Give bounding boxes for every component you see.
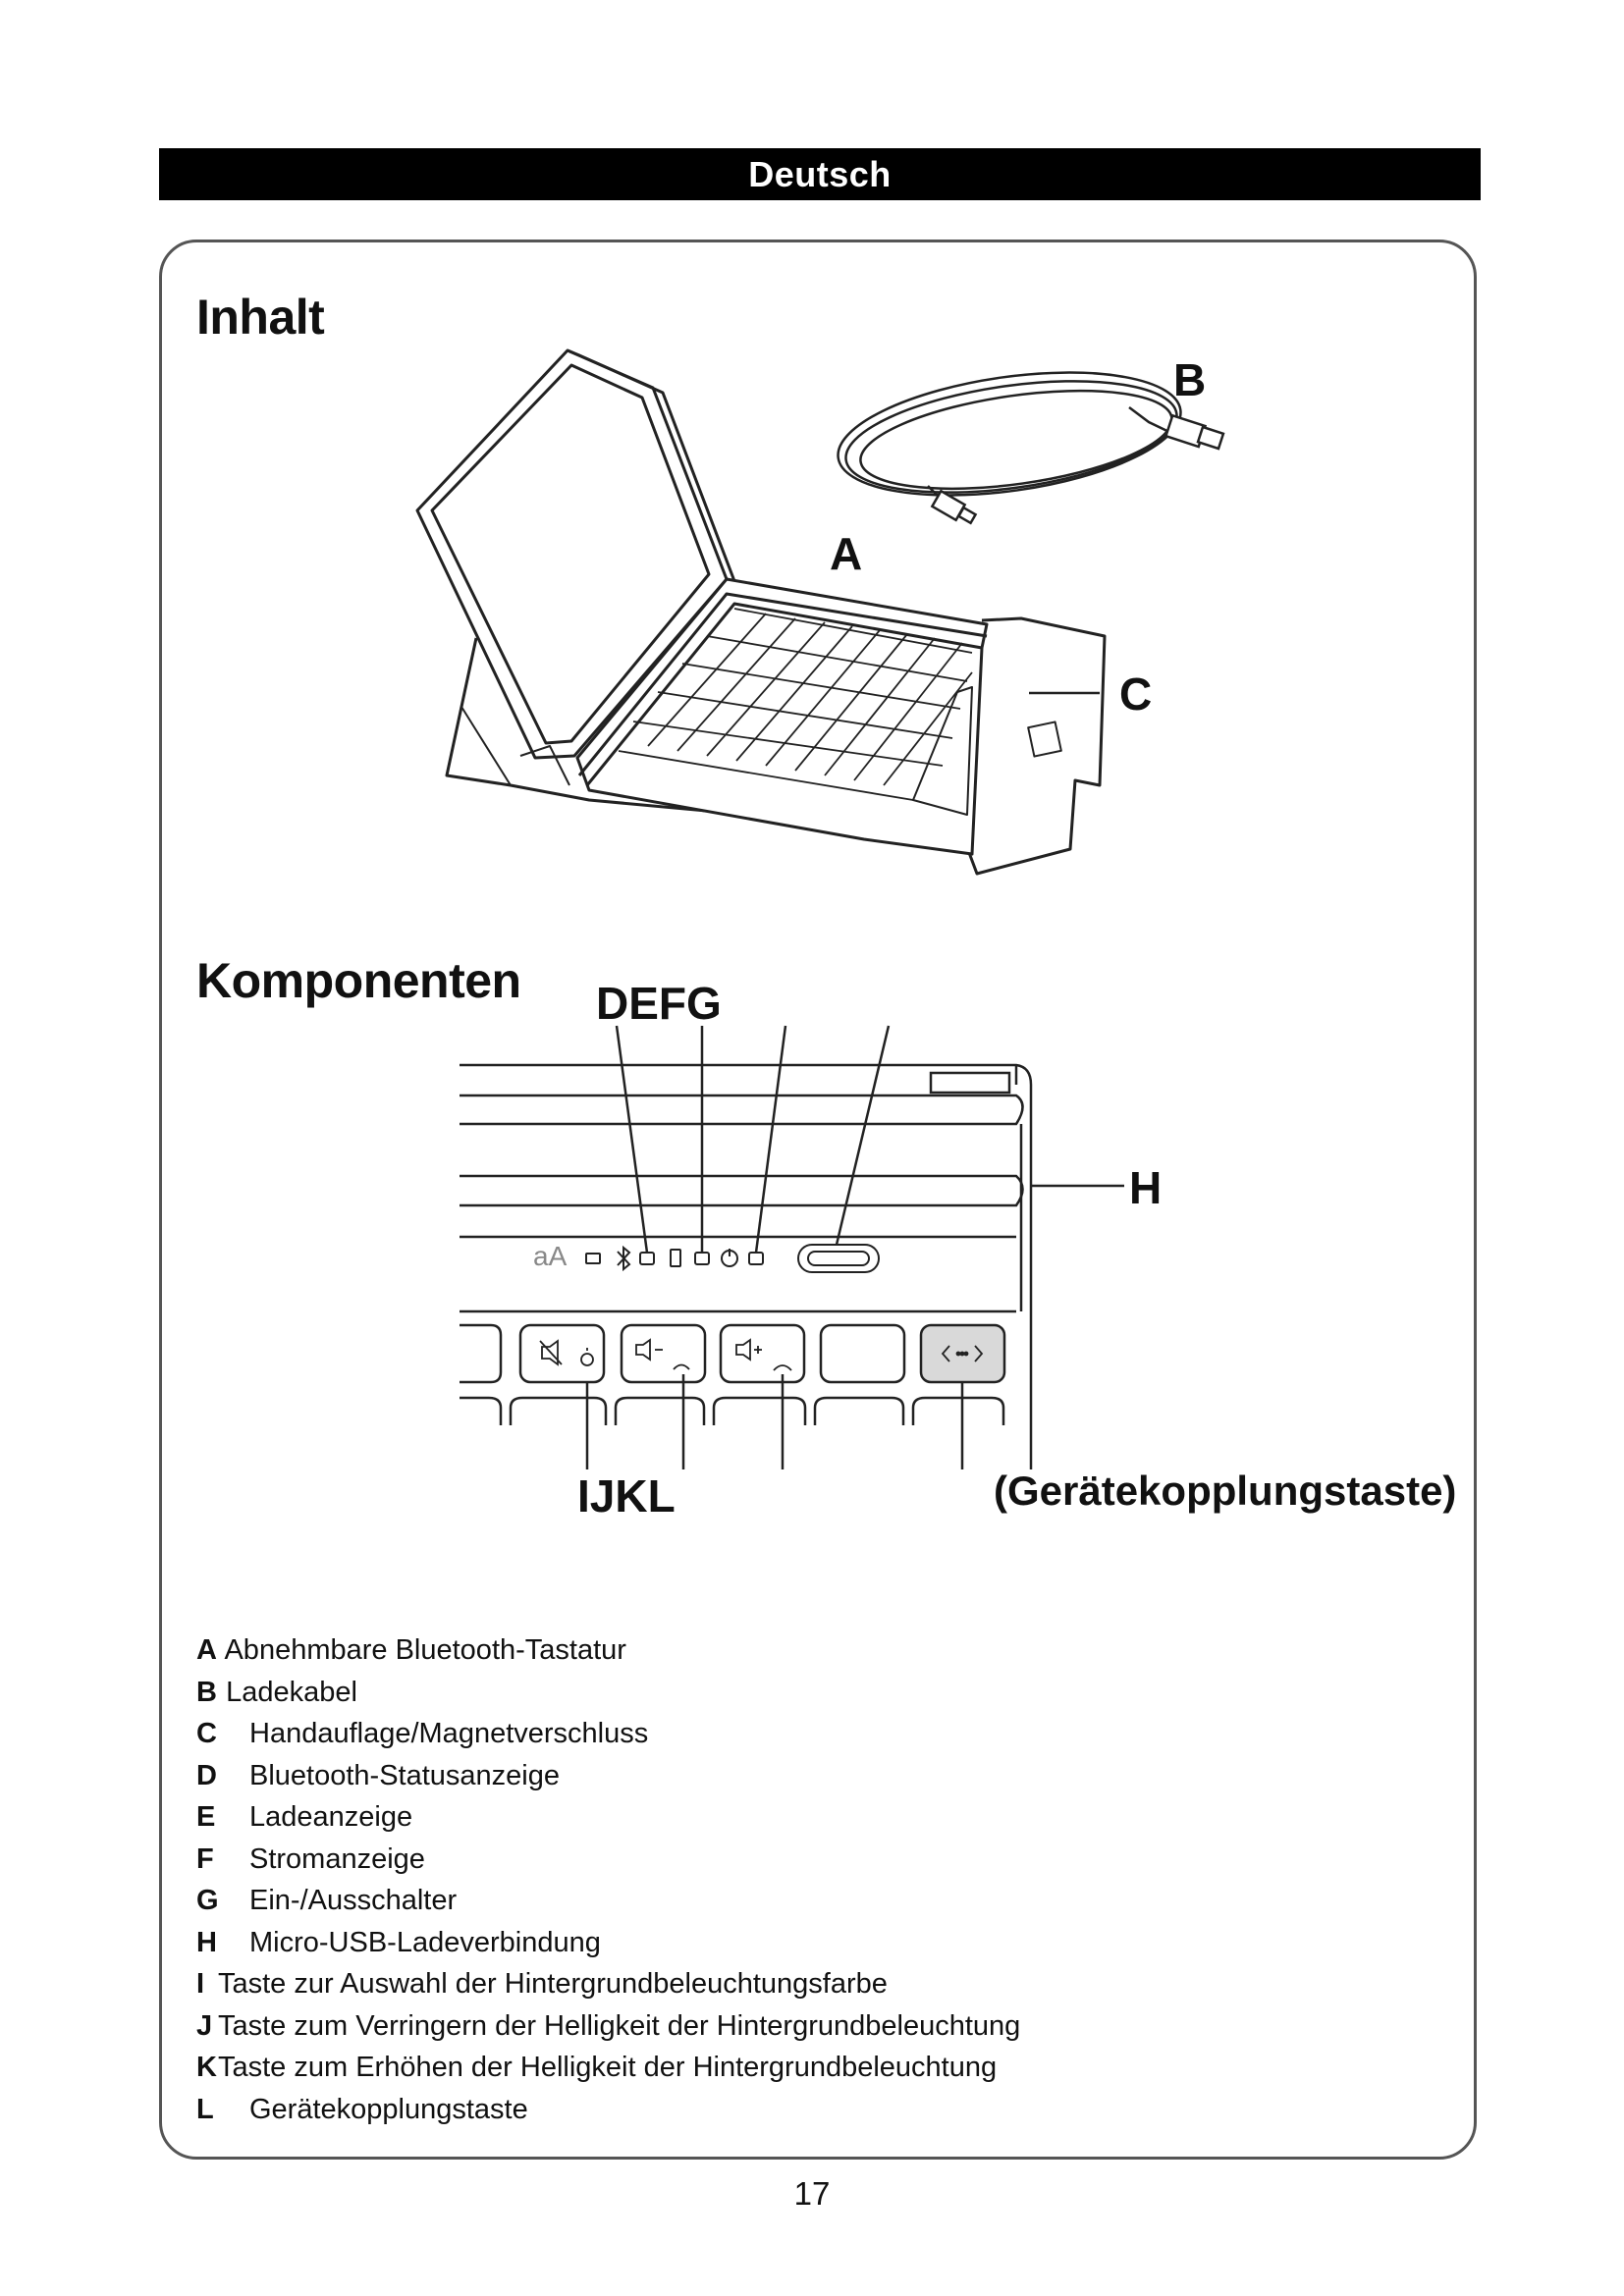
- callout-a: A: [830, 528, 863, 579]
- backlight-panel-label: aA: [533, 1241, 568, 1271]
- legend-text: Ladekabel: [226, 1676, 357, 1708]
- legend-item: [196, 1963, 1020, 2005]
- callout-ijkl: IJKL: [577, 1470, 676, 1522]
- legend-key: B: [196, 1676, 217, 1708]
- legend-key: L: [196, 2093, 214, 2125]
- legend-text: Gerätekopplungstaste: [249, 2093, 528, 2125]
- charging-cable-illustration: [831, 353, 1223, 523]
- legend-text: Taste zum Erhöhen der Helligkeit der Hintergrundbeleuchtung: [218, 2052, 998, 2083]
- legend-item: [196, 1672, 1020, 1714]
- legend-item: [196, 1922, 1020, 1964]
- legend-item: [196, 1629, 1020, 1672]
- page-number: 17: [793, 2175, 831, 2212]
- legend-key: J: [196, 2009, 213, 2042]
- legend-text: Taste zum Verringern der Helligkeit der Hintergrundbeleuchtung: [218, 2009, 1021, 2042]
- component-legend: [196, 1629, 1020, 2130]
- legend-item: [196, 2005, 1020, 2048]
- legend-item: [196, 1755, 1020, 1797]
- legend-item: [196, 1880, 1020, 1922]
- legend-key: D: [196, 1759, 217, 1791]
- legend-key: E: [196, 1801, 216, 1833]
- legend-item: [196, 1713, 1020, 1755]
- legend-text: Abnehmbare Bluetooth-Tastatur: [224, 1634, 626, 1666]
- legend-text: Bluetooth-Statusanzeige: [249, 1759, 560, 1791]
- callout-pairing-key: (Gerätekopplungstaste): [994, 1468, 1457, 1514]
- legend-item: [196, 1796, 1020, 1839]
- components-heading: Komponenten: [196, 953, 521, 1008]
- contents-heading: Inhalt: [196, 290, 325, 345]
- legend-text: Stromanzeige: [249, 1842, 425, 1875]
- legend-key: A: [196, 1634, 217, 1666]
- legend-item: [196, 1839, 1020, 1881]
- legend-text: Micro-USB-Ladeverbindung: [249, 1926, 601, 1958]
- legend-item: [196, 2047, 1020, 2089]
- legend-text: Taste zur Auswahl der Hintergrundbeleuchtungsfarbe: [218, 1968, 888, 2000]
- legend-key: H: [196, 1926, 217, 1958]
- legend-key: C: [196, 1718, 217, 1749]
- legend-key: G: [196, 1885, 219, 1916]
- legend-item: [196, 2089, 1020, 2131]
- callout-b: B: [1173, 354, 1207, 405]
- callout-c: C: [1119, 668, 1153, 720]
- legend-text: Ladeanzeige: [249, 1801, 413, 1833]
- callout-defg: DEFG: [596, 978, 722, 1029]
- legend-key: K: [196, 2052, 217, 2083]
- tablet-case-illustration: [417, 350, 1105, 874]
- legend-key: I: [196, 1968, 205, 2000]
- callout-h: H: [1129, 1162, 1163, 1213]
- legend-key: F: [196, 1842, 214, 1875]
- language-label: Deutsch: [748, 153, 892, 194]
- legend-text: Ein-/Ausschalter: [249, 1885, 458, 1916]
- legend-text: Handauflage/Magnetverschluss: [249, 1718, 649, 1749]
